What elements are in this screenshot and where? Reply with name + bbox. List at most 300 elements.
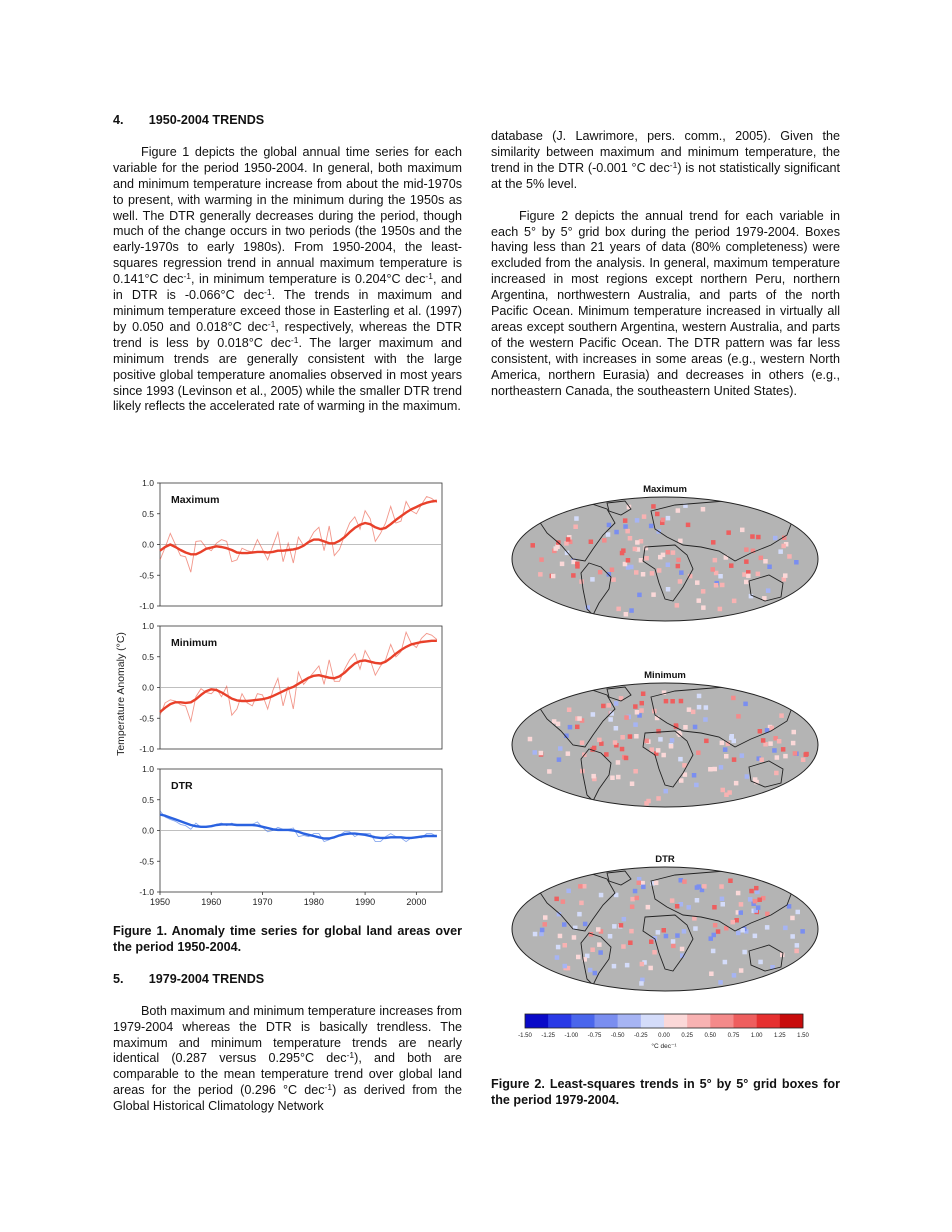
section-4-heading: 4. 1950-2004 TRENDS [113, 113, 265, 127]
colorbar-tick-label: 0.50 [704, 1033, 717, 1039]
grid-cell [697, 598, 702, 603]
grid-cell [590, 577, 595, 582]
grid-cell [792, 730, 797, 735]
grid-cell [773, 536, 778, 541]
grid-cell [679, 570, 684, 575]
grid-cell [633, 769, 638, 774]
grid-cell [633, 704, 638, 709]
grid-cell [711, 949, 716, 954]
grid-cell [635, 518, 640, 523]
grid-cell [579, 901, 584, 906]
grid-cell [540, 928, 545, 933]
grid-cell [599, 893, 604, 898]
grid-cell [767, 565, 772, 570]
grid-cell [777, 739, 782, 744]
grid-cell [678, 579, 683, 584]
grid-cell [736, 931, 741, 936]
grid-cell [558, 746, 563, 751]
colorbar-tick-label: -0.25 [633, 1033, 648, 1039]
grid-cell [713, 923, 718, 928]
grid-cell [620, 735, 625, 740]
grid-cell [748, 897, 753, 902]
grid-cell [640, 701, 645, 706]
grid-cell [649, 940, 654, 945]
grid-cell [642, 514, 647, 519]
grid-cell [768, 741, 773, 746]
grid-cell [687, 707, 692, 712]
grid-cell [675, 603, 680, 608]
grid-cell [571, 573, 576, 578]
grid-cell [567, 708, 572, 713]
colorbar-tick-label: -0.50 [610, 1033, 625, 1039]
grid-cell [701, 507, 706, 512]
colorbar [518, 1014, 809, 1050]
grid-cell [758, 960, 763, 965]
grid-cell [622, 917, 627, 922]
grid-cell [597, 942, 602, 947]
grid-cell [712, 933, 717, 938]
grid-cell [754, 886, 759, 891]
grid-cell [709, 972, 714, 977]
grid-cell [635, 540, 640, 545]
grid-cell [639, 708, 644, 713]
grid-cell [742, 950, 747, 955]
grid-cell [650, 571, 655, 576]
grid-cell [575, 562, 580, 567]
grid-cell [596, 927, 601, 932]
y-tick-label: 1.0 [142, 764, 154, 774]
grid-cell [551, 574, 556, 579]
grid-cell [543, 915, 548, 920]
grid-cell [745, 774, 750, 779]
grid-cell [772, 748, 777, 753]
grid-cell [657, 568, 662, 573]
grid-cell [718, 574, 723, 579]
grid-cell [701, 605, 706, 610]
grid-cell [791, 741, 796, 746]
grid-cell [629, 608, 634, 613]
grid-cell [610, 568, 615, 573]
grid-cell [630, 905, 635, 910]
grid-cell [714, 583, 719, 588]
grid-cell [533, 750, 538, 755]
y-tick-label: 1.0 [142, 478, 154, 488]
grid-cell [566, 751, 571, 756]
grid-cell [533, 932, 538, 937]
grid-cell [716, 929, 721, 934]
x-tick-label: 2000 [406, 897, 427, 907]
grid-cell [651, 592, 656, 597]
grid-cell [731, 920, 736, 925]
grid-cell [749, 889, 754, 894]
grid-cell [724, 793, 729, 798]
grid-cell [740, 753, 745, 758]
colorbar-swatch [548, 1014, 571, 1028]
grid-cell [670, 699, 675, 704]
grid-cell [750, 534, 755, 539]
grid-cell [756, 535, 761, 540]
grid-cell [630, 782, 635, 787]
grid-cell [675, 933, 680, 938]
grid-cell [635, 896, 640, 901]
grid-cell [723, 960, 728, 965]
grid-cell [669, 744, 674, 749]
grid-cell [630, 897, 635, 902]
grid-cell [687, 905, 692, 910]
y-tick-label: 0.0 [142, 825, 154, 836]
grid-cell [676, 508, 681, 513]
figure-2-caption: Figure 2. Least-squares trends in 5° by 5° grid boxes for the period 1979-2004. [491, 1077, 840, 1107]
colorbar-swatch [595, 1014, 618, 1028]
grid-cell [608, 934, 613, 939]
grid-cell [683, 725, 688, 730]
grid-cell [577, 716, 582, 721]
grid-cell [578, 884, 583, 889]
grid-cell [718, 607, 723, 612]
y-tick-label: -0.5 [139, 570, 154, 581]
grid-cell [602, 538, 607, 543]
grid-cell [590, 948, 595, 953]
grid-cell [694, 783, 699, 788]
figure-1-time-series [110, 474, 460, 914]
colorbar-tick-label: 0.75 [727, 1033, 740, 1039]
grid-cell [656, 729, 661, 734]
paragraph-figure2-description: Figure 2 depicts the annual trend for each variable in each 5° by 5° grid box during the period 1979-2004. Boxes having less than 21 years of data (80% completeness) were excluded from the analysis. In general, maximum temperature increased in most regions except northern Peru, northern Argentina, northwestern Australia, and parts of the north Pacific Ocean. Minimum temperature increased in virtually all areas except southern Argentina, western Australia, and parts of the western Pacific Ocean. The DTR pattern was far less consistent, with increases in some areas (e.g., western North America, northern Eurasia) and decreases in others (e.g., northeastern Canada, the southeastern United States). [491, 208, 840, 398]
grid-cell [720, 741, 725, 746]
x-tick-label: 1960 [201, 897, 222, 907]
grid-cell [538, 572, 543, 577]
right-column [491, 129, 840, 400]
grid-cell [728, 879, 733, 884]
grid-cell [658, 737, 663, 742]
colorbar-swatch [710, 1014, 733, 1028]
grid-cell [628, 734, 633, 739]
y-axis-label: Temperature Anomaly (°C) [115, 632, 127, 756]
colorbar-swatch [571, 1014, 594, 1028]
grid-cell [713, 558, 718, 563]
grid-cell [708, 767, 713, 772]
grid-cell [775, 755, 780, 760]
grid-cell [633, 722, 638, 727]
grid-cell [720, 583, 725, 588]
grid-cell [563, 964, 568, 969]
left-column-lower [113, 924, 462, 1115]
grid-cell [686, 523, 691, 528]
grid-cell [588, 968, 593, 973]
grid-cell [712, 905, 717, 910]
grid-cell [577, 912, 582, 917]
colorbar-tick-label: 1.50 [797, 1033, 809, 1039]
grid-cell [756, 572, 761, 577]
grid-cell [641, 572, 646, 577]
grid-cell [568, 725, 573, 730]
grid-cell [790, 916, 795, 921]
grid-cell [703, 717, 708, 722]
grid-cell [744, 547, 749, 552]
grid-cell [753, 934, 758, 939]
grid-cell [640, 962, 645, 967]
figure-1-caption: Figure 1. Anomaly time series for global land areas over the period 1950-2004. [113, 924, 462, 954]
grid-cell [641, 692, 646, 697]
grid-cell [739, 968, 744, 973]
y-tick-label: 0.0 [142, 682, 154, 693]
colorbar-tick-label: 1.25 [773, 1033, 786, 1039]
grid-cell [591, 712, 596, 717]
grid-cell [721, 902, 726, 907]
y-tick-label: -0.5 [139, 856, 154, 867]
grid-cell [649, 524, 654, 529]
grid-cell [616, 760, 621, 765]
grid-cell [662, 928, 667, 933]
panel-label-maximum: Maximum [171, 494, 220, 506]
grid-cell [556, 945, 561, 950]
grid-cell [607, 703, 612, 708]
grid-cell [800, 929, 805, 934]
grid-cell [597, 738, 602, 743]
grid-cell [704, 705, 709, 710]
grid-cell [734, 918, 739, 923]
grid-cell [625, 963, 630, 968]
grid-cell [783, 926, 788, 931]
grid-cell [739, 902, 744, 907]
grid-cell [644, 556, 649, 561]
colorbar-tick-label: -1.00 [564, 1033, 579, 1039]
map-dtr [512, 854, 818, 997]
grid-cell [704, 739, 709, 744]
grid-cell [558, 934, 563, 939]
grid-cell [624, 715, 629, 720]
grid-cell [561, 899, 566, 904]
grid-cell [539, 751, 544, 756]
grid-cell [589, 540, 594, 545]
grid-cell [646, 799, 651, 804]
grid-cell [736, 714, 741, 719]
grid-cell [676, 564, 681, 569]
grid-cell [575, 725, 580, 730]
grid-cell [644, 739, 649, 744]
grid-cell [623, 524, 628, 529]
grid-cell [614, 701, 619, 706]
grid-cell [720, 897, 725, 902]
grid-cell [729, 563, 734, 568]
grid-cell [679, 699, 684, 704]
paragraph-figure1-description: Figure 1 depicts the global annual time series for each variable for the period 1950-2004. In general, both maximum and minimum temperature increase from about the mid-1970s to present, with warming in the minimum during the 1950s as well. The DTR generally decreases during the period, though much of the change occurs in two periods (the 1950s and the early-1970s to early 1980s). From 1950-2004, the least-squares regression trend in annual maximum temperature is 0.141°C dec$^{-1}$, in minimum temperature is 0.204°C dec$^{-1}$, and in DTR is -0.066°C dec$^{-1}$. The trends in maximum and minimum temperature exceed those in Easterling et al. (1997) by 0.050 and 0.018°C dec$^{-1}$, respectively, whereas the DTR trend is less by 0.018°C dec$^{-1}$. The larger maximum and minimum trends are generally consistent with the large positive global temperature anomalies observed in most years since 1993 (Levinson et al., 2005) while the smaller DTR trend likely reflects the accelerated rate of warming in the maximum. [113, 144, 463, 414]
colorbar-swatch [780, 1014, 803, 1028]
grid-cell [723, 747, 728, 752]
grid-cell [778, 549, 783, 554]
grid-cell [692, 773, 697, 778]
grid-cell [598, 950, 603, 955]
panel-label-dtr: DTR [171, 780, 193, 792]
grid-cell [675, 904, 680, 909]
grid-cell [576, 955, 581, 960]
grid-cell [696, 751, 701, 756]
x-tick-label: 1950 [149, 897, 171, 907]
grid-cell [765, 925, 770, 930]
grid-cell [591, 774, 596, 779]
grid-cell [624, 612, 629, 617]
colorbar-tick-label: -1.25 [541, 1033, 556, 1039]
grid-cell [678, 757, 683, 762]
grid-cell [620, 551, 625, 556]
grid-cell [598, 570, 603, 575]
grid-cell [795, 943, 800, 948]
paragraph-continuation: database (J. Lawrimore, pers. comm., 2005). Given the similarity between maximum and minimum temperature, the trend in the DTR (-0.001 °C dec$^{-1}$) is not statistically significant at the 5% level. [491, 129, 840, 191]
grid-cell [670, 738, 675, 743]
y-tick-label: 0.5 [142, 794, 154, 805]
grid-cell [628, 536, 633, 541]
grid-cell [633, 547, 638, 552]
grid-cell [697, 694, 702, 699]
grid-cell [763, 559, 768, 564]
y-tick-label: 0.5 [142, 508, 154, 519]
y-tick-label: -0.5 [139, 713, 154, 724]
grid-cell [702, 884, 707, 889]
grid-cell [671, 944, 676, 949]
grid-cell [726, 530, 731, 535]
grid-cell [743, 702, 748, 707]
grid-cell [610, 776, 615, 781]
grid-cell [718, 980, 723, 985]
grid-cell [612, 964, 617, 969]
grid-cell [753, 899, 758, 904]
grid-cell [562, 922, 567, 927]
grid-cell [557, 757, 562, 762]
right-column-lower [491, 1077, 840, 1109]
grid-cell [655, 512, 660, 517]
grid-cell [574, 516, 579, 521]
grid-cell [616, 607, 621, 612]
grid-cell [629, 565, 634, 570]
grid-cell [721, 788, 726, 793]
grid-cell [573, 525, 578, 530]
grid-cell [564, 541, 569, 546]
grid-cell [787, 554, 792, 559]
grid-cell [625, 529, 630, 534]
grid-cell [554, 546, 559, 551]
y-tick-label: -1.0 [139, 601, 154, 611]
colorbar-swatch [734, 1014, 757, 1028]
colorbar-tick-label: -0.75 [587, 1033, 602, 1039]
grid-cell [658, 555, 663, 560]
grid-cell [790, 934, 795, 939]
grid-cell [756, 905, 761, 910]
grid-cell [666, 587, 671, 592]
grid-cell [664, 789, 669, 794]
left-column [113, 113, 462, 415]
grid-cell [711, 540, 716, 545]
grid-cell [634, 570, 639, 575]
colorbar-swatch [664, 1014, 687, 1028]
grid-cell [572, 935, 577, 940]
grid-cell [732, 599, 737, 604]
grid-cell [794, 560, 799, 565]
grid-cell [664, 934, 669, 939]
grid-cell [746, 574, 751, 579]
grid-cell [547, 769, 552, 774]
grid-cell [740, 928, 745, 933]
grid-cell [732, 757, 737, 762]
grid-cell [656, 930, 661, 935]
grid-cell [606, 532, 611, 537]
grid-cell [566, 889, 571, 894]
grid-cell [759, 556, 764, 561]
grid-cell [611, 577, 616, 582]
grid-cell [637, 881, 642, 886]
grid-cell [740, 528, 745, 533]
grid-cell [619, 923, 624, 928]
grid-cell [783, 573, 788, 578]
grid-cell [556, 722, 561, 727]
map-ocean-maximum [512, 497, 818, 621]
grid-cell [614, 530, 619, 535]
colorbar-tick-label: 0.00 [658, 1033, 670, 1039]
colorbar-tick-label: 1.00 [750, 1033, 763, 1039]
x-tick-label: 1970 [252, 897, 273, 907]
grid-cell [539, 932, 544, 937]
grid-cell [554, 897, 559, 902]
grid-cell [656, 748, 661, 753]
grid-cell [629, 929, 634, 934]
grid-cell [695, 580, 700, 585]
grid-cell [614, 726, 619, 731]
grid-cell [779, 713, 784, 718]
grid-cell [682, 879, 687, 884]
grid-cell [623, 518, 628, 523]
grid-cell [757, 898, 762, 903]
grid-cell [697, 705, 702, 710]
grid-cell [628, 941, 633, 946]
section-5-heading: 5. 1979-2004 TRENDS [113, 971, 265, 986]
grid-cell [633, 889, 638, 894]
grid-cell [729, 736, 734, 741]
grid-cell [766, 588, 771, 593]
grid-cell [654, 881, 659, 886]
grid-cell [781, 544, 786, 549]
grid-cell [693, 725, 698, 730]
y-tick-label: -1.0 [139, 744, 154, 754]
grid-cell [635, 710, 640, 715]
grid-cell [608, 717, 613, 722]
grid-cell [679, 778, 684, 783]
panel-label-minimum: Minimum [171, 637, 218, 649]
grid-cell [661, 518, 666, 523]
grid-cell [734, 781, 739, 786]
grid-cell [761, 738, 766, 743]
y-tick-label: -1.0 [139, 887, 154, 897]
grid-cell [736, 891, 741, 896]
grid-cell [552, 719, 557, 724]
grid-cell [582, 884, 587, 889]
grid-cell [719, 765, 724, 770]
grid-cell [731, 696, 736, 701]
grid-cell [560, 562, 565, 567]
grid-cell [671, 939, 676, 944]
grid-cell [531, 543, 536, 548]
grid-cell [626, 558, 631, 563]
y-tick-label: 0.0 [142, 539, 154, 550]
grid-cell [593, 971, 598, 976]
grid-cell [601, 704, 606, 709]
grid-cell [539, 557, 544, 562]
x-tick-label: 1990 [355, 897, 376, 907]
grid-cell [682, 929, 687, 934]
grid-cell [666, 563, 671, 568]
grid-cell [676, 558, 681, 563]
grid-cell [641, 885, 646, 890]
grid-cell [666, 516, 671, 521]
grid-cell [607, 523, 612, 528]
